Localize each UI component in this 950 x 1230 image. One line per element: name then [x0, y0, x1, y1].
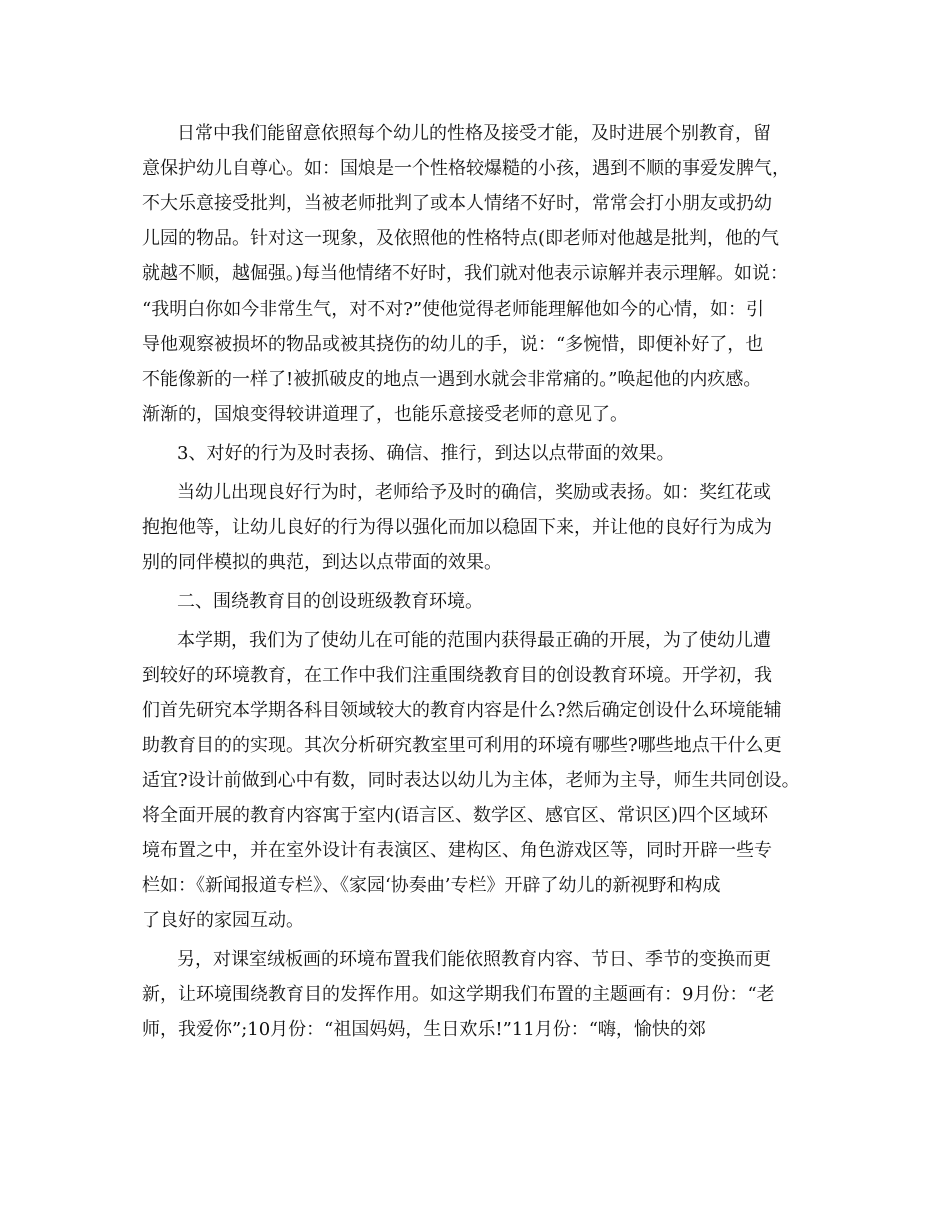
paragraph-line: 本学期，我们为了使幼儿在可能的范围内获得最正确的开展，为了使幼儿遭: [177, 630, 771, 651]
paragraph-line: 栏如：《新闻报道专栏》、《家园‘协奏曲’专栏》开辟了幼儿的新视野和构成: [142, 875, 721, 896]
paragraph-line: 们首先研究本学期各科目领域较大的教育内容是什么?然后确定创设什么环境能辅: [142, 700, 782, 721]
paragraph-line: 到较好的环境教育，在工作中我们注重围绕教育目的创设教育环境。开学初，我: [142, 665, 772, 686]
paragraph-line: 别的同伴模拟的典范，到达以点带面的效果。: [142, 552, 502, 573]
paragraph-line: 新，让环境围绕教育目的发挥作用。如这学期我们布置的主题画有：9月份：“老: [142, 984, 775, 1005]
section-heading: 二、围绕教育目的创设班级教育环境。: [177, 591, 483, 612]
section-heading: 3、对好的行为及时表扬、确信、推行，到达以点带面的效果。: [177, 443, 675, 464]
paragraph-line: 另，对课室绒板画的环境布置我们能依照教育内容、节日、季节的变换而更: [177, 949, 771, 970]
paragraph-line: 就越不顺，越倔强。)每当他情绪不好时，我们就对他表示谅解并表示理解。如说：: [142, 263, 789, 284]
paragraph-line: 不大乐意接受批判，当被老师批判了或本人情绪不好时，常常会打小朋友或扔幼: [142, 193, 772, 214]
paragraph-line: 日常中我们能留意依照每个幼儿的性格及接受才能，及时进展个别教育，留: [177, 123, 771, 144]
paragraph-line: 抱抱他等，让幼儿良好的行为得以强化而加以稳固下来，并让他的良好行为成为: [142, 517, 772, 538]
paragraph-line: 不能像新的一样了!被抓破皮的地点一遇到水就会非常痛的。”唤起他的内疚感。: [142, 369, 762, 390]
paragraph-line: 意保护幼儿自尊心。如：国烺是一个性格较爆糙的小孩，遇到不顺的事爱发脾气，: [142, 158, 790, 179]
paragraph-line: 当幼儿出现良好行为时，老师给予及时的确信，奖励或表扬。如：奖红花或: [177, 482, 771, 503]
paragraph-line: 师，我爱你”;10月份：“祖国妈妈，生日欢乐!”11月份：“嗨，愉快的郊: [142, 1019, 706, 1040]
paragraph-line: 境布置之中，并在室外设计有表演区、建构区、角色游戏区等，同时开辟一些专: [142, 840, 772, 861]
paragraph-line: 渐渐的，国烺变得较讲道理了，也能乐意接受老师的意见了。: [142, 404, 628, 425]
paragraph-line: 儿园的物品。针对这一现象，及依照他的性格特点(即老师对他越是批判，他的气: [142, 228, 780, 249]
paragraph-line: 导他观察被损坏的物品或被其挠伤的幼儿的手，说：“多惋惜，即便补好了，也: [142, 334, 764, 355]
paragraph-line: 将全面开展的教育内容寓于室内(语言区、数学区、感官区、常识区)四个区域环: [142, 805, 769, 826]
paragraph-line: 适宜?设计前做到心中有数，同时表达以幼儿为主体，老师为主导，师生共同创设。: [142, 770, 800, 791]
paragraph-line: 助教育目的的实现。其次分析研究教室里可利用的环境有哪些?哪些地点干什么更: [142, 735, 782, 756]
paragraph-line: 了良好的家园互动。: [142, 910, 304, 931]
paragraph-line: “我明白你如今非常生气，对不对?”使他觉得老师能理解他如今的心情，如：引: [142, 299, 765, 320]
